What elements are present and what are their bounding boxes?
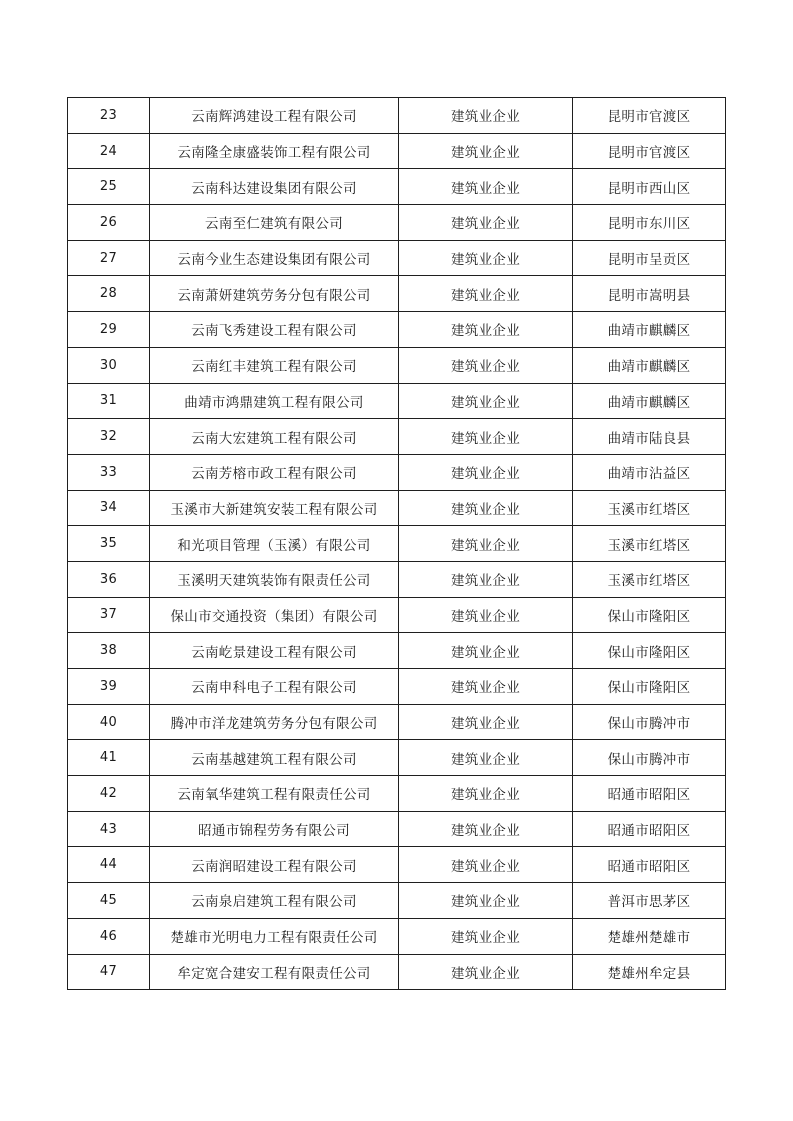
region-cell: 昭通市昭阳区 <box>573 776 726 812</box>
region-cell: 曲靖市麒麟区 <box>573 312 726 348</box>
table-row <box>68 918 726 954</box>
row-number-cell: 34 <box>68 490 150 526</box>
region-cell: 楚雄州牟定县 <box>573 954 726 990</box>
company-name-cell: 云南辉鸿建设工程有限公司 <box>150 98 399 134</box>
table-row <box>68 133 726 169</box>
company-name-cell: 云南红丰建筑工程有限公司 <box>150 347 399 383</box>
table-row <box>68 98 726 134</box>
table-row <box>68 383 726 419</box>
enterprise-type-cell: 建筑业企业 <box>399 704 573 740</box>
enterprise-type-cell: 建筑业企业 <box>399 419 573 455</box>
enterprise-type-cell: 建筑业企业 <box>399 205 573 241</box>
enterprise-type-cell: 建筑业企业 <box>399 312 573 348</box>
company-name-cell: 云南大宏建筑工程有限公司 <box>150 419 399 455</box>
enterprise-type-cell: 建筑业企业 <box>399 240 573 276</box>
row-number-cell: 41 <box>68 740 150 776</box>
row-number-cell: 46 <box>68 918 150 954</box>
region-cell: 昆明市西山区 <box>573 169 726 205</box>
region-cell: 玉溪市红塔区 <box>573 526 726 562</box>
company-name-cell: 云南萧妍建筑劳务分包有限公司 <box>150 276 399 312</box>
enterprise-type-cell: 建筑业企业 <box>399 561 573 597</box>
table-row <box>68 669 726 705</box>
company-name-cell: 曲靖市鸿鼎建筑工程有限公司 <box>150 383 399 419</box>
enterprise-type-cell: 建筑业企业 <box>399 490 573 526</box>
table-row <box>68 847 726 883</box>
company-name-cell: 保山市交通投资（集团）有限公司 <box>150 597 399 633</box>
table-row <box>68 811 726 847</box>
table-body <box>68 98 726 990</box>
enterprise-type-cell: 建筑业企业 <box>399 454 573 490</box>
row-number-cell: 35 <box>68 526 150 562</box>
row-number-cell: 44 <box>68 847 150 883</box>
row-number-cell: 43 <box>68 811 150 847</box>
company-name-cell: 云南氧华建筑工程有限责任公司 <box>150 776 399 812</box>
enterprise-type-cell: 建筑业企业 <box>399 169 573 205</box>
row-number-cell: 28 <box>68 276 150 312</box>
region-cell: 玉溪市红塔区 <box>573 490 726 526</box>
table-row <box>68 347 726 383</box>
enterprise-type-cell: 建筑业企业 <box>399 526 573 562</box>
company-name-cell: 玉溪市大新建筑安装工程有限公司 <box>150 490 399 526</box>
enterprise-type-cell: 建筑业企业 <box>399 883 573 919</box>
table-row <box>68 704 726 740</box>
enterprise-table <box>67 97 726 990</box>
row-number-cell: 24 <box>68 133 150 169</box>
enterprise-type-cell: 建筑业企业 <box>399 847 573 883</box>
enterprise-type-cell: 建筑业企业 <box>399 954 573 990</box>
table-row <box>68 526 726 562</box>
table-row <box>68 276 726 312</box>
row-number-cell: 33 <box>68 454 150 490</box>
enterprise-type-cell: 建筑业企业 <box>399 776 573 812</box>
company-name-cell: 云南基越建筑工程有限公司 <box>150 740 399 776</box>
region-cell: 昆明市官渡区 <box>573 133 726 169</box>
row-number-cell: 26 <box>68 205 150 241</box>
company-name-cell: 楚雄市光明电力工程有限责任公司 <box>150 918 399 954</box>
enterprise-type-cell: 建筑业企业 <box>399 740 573 776</box>
row-number-cell: 47 <box>68 954 150 990</box>
region-cell: 保山市腾冲市 <box>573 704 726 740</box>
region-cell: 昆明市官渡区 <box>573 98 726 134</box>
row-number-cell: 25 <box>68 169 150 205</box>
enterprise-type-cell: 建筑业企业 <box>399 133 573 169</box>
enterprise-type-cell: 建筑业企业 <box>399 347 573 383</box>
table-row <box>68 561 726 597</box>
table-row <box>68 240 726 276</box>
region-cell: 保山市腾冲市 <box>573 740 726 776</box>
row-number-cell: 30 <box>68 347 150 383</box>
table-row <box>68 454 726 490</box>
row-number-cell: 32 <box>68 419 150 455</box>
table-row <box>68 740 726 776</box>
region-cell: 昭通市昭阳区 <box>573 847 726 883</box>
enterprise-type-cell: 建筑业企业 <box>399 811 573 847</box>
table-row <box>68 954 726 990</box>
company-name-cell: 昭通市锦程劳务有限公司 <box>150 811 399 847</box>
company-name-cell: 云南科达建设集团有限公司 <box>150 169 399 205</box>
company-name-cell: 腾冲市洋龙建筑劳务分包有限公司 <box>150 704 399 740</box>
company-name-cell: 云南屹景建设工程有限公司 <box>150 633 399 669</box>
region-cell: 保山市隆阳区 <box>573 633 726 669</box>
region-cell: 保山市隆阳区 <box>573 669 726 705</box>
region-cell: 昭通市昭阳区 <box>573 811 726 847</box>
company-name-cell: 和光项目管理（玉溪）有限公司 <box>150 526 399 562</box>
row-number-cell: 27 <box>68 240 150 276</box>
row-number-cell: 45 <box>68 883 150 919</box>
company-name-cell: 云南至仁建筑有限公司 <box>150 205 399 241</box>
row-number-cell: 23 <box>68 98 150 134</box>
region-cell: 曲靖市麒麟区 <box>573 347 726 383</box>
enterprise-type-cell: 建筑业企业 <box>399 597 573 633</box>
region-cell: 昆明市嵩明县 <box>573 276 726 312</box>
enterprise-type-cell: 建筑业企业 <box>399 669 573 705</box>
table-row <box>68 312 726 348</box>
region-cell: 曲靖市沾益区 <box>573 454 726 490</box>
company-name-cell: 云南今业生态建设集团有限公司 <box>150 240 399 276</box>
row-number-cell: 29 <box>68 312 150 348</box>
region-cell: 昆明市东川区 <box>573 205 726 241</box>
row-number-cell: 38 <box>68 633 150 669</box>
region-cell: 普洱市思茅区 <box>573 883 726 919</box>
company-name-cell: 云南泉启建筑工程有限公司 <box>150 883 399 919</box>
table-row <box>68 633 726 669</box>
row-number-cell: 31 <box>68 383 150 419</box>
table-row <box>68 169 726 205</box>
company-name-cell: 玉溪明天建筑装饰有限责任公司 <box>150 561 399 597</box>
table-row <box>68 883 726 919</box>
company-name-cell: 牟定宽合建安工程有限责任公司 <box>150 954 399 990</box>
table-row <box>68 205 726 241</box>
region-cell: 楚雄州楚雄市 <box>573 918 726 954</box>
region-cell: 玉溪市红塔区 <box>573 561 726 597</box>
row-number-cell: 40 <box>68 704 150 740</box>
row-number-cell: 39 <box>68 669 150 705</box>
row-number-cell: 36 <box>68 561 150 597</box>
company-name-cell: 云南飞秀建设工程有限公司 <box>150 312 399 348</box>
company-name-cell: 云南隆全康盛装饰工程有限公司 <box>150 133 399 169</box>
enterprise-type-cell: 建筑业企业 <box>399 98 573 134</box>
region-cell: 保山市隆阳区 <box>573 597 726 633</box>
region-cell: 曲靖市麒麟区 <box>573 383 726 419</box>
table-row <box>68 419 726 455</box>
table-row <box>68 597 726 633</box>
table-row <box>68 490 726 526</box>
region-cell: 曲靖市陆良县 <box>573 419 726 455</box>
company-name-cell: 云南芳榕市政工程有限公司 <box>150 454 399 490</box>
enterprise-type-cell: 建筑业企业 <box>399 918 573 954</box>
company-name-cell: 云南润昭建设工程有限公司 <box>150 847 399 883</box>
enterprise-type-cell: 建筑业企业 <box>399 383 573 419</box>
table-row <box>68 776 726 812</box>
enterprise-type-cell: 建筑业企业 <box>399 633 573 669</box>
company-name-cell: 云南申科电子工程有限公司 <box>150 669 399 705</box>
row-number-cell: 42 <box>68 776 150 812</box>
region-cell: 昆明市呈贡区 <box>573 240 726 276</box>
row-number-cell: 37 <box>68 597 150 633</box>
enterprise-type-cell: 建筑业企业 <box>399 276 573 312</box>
